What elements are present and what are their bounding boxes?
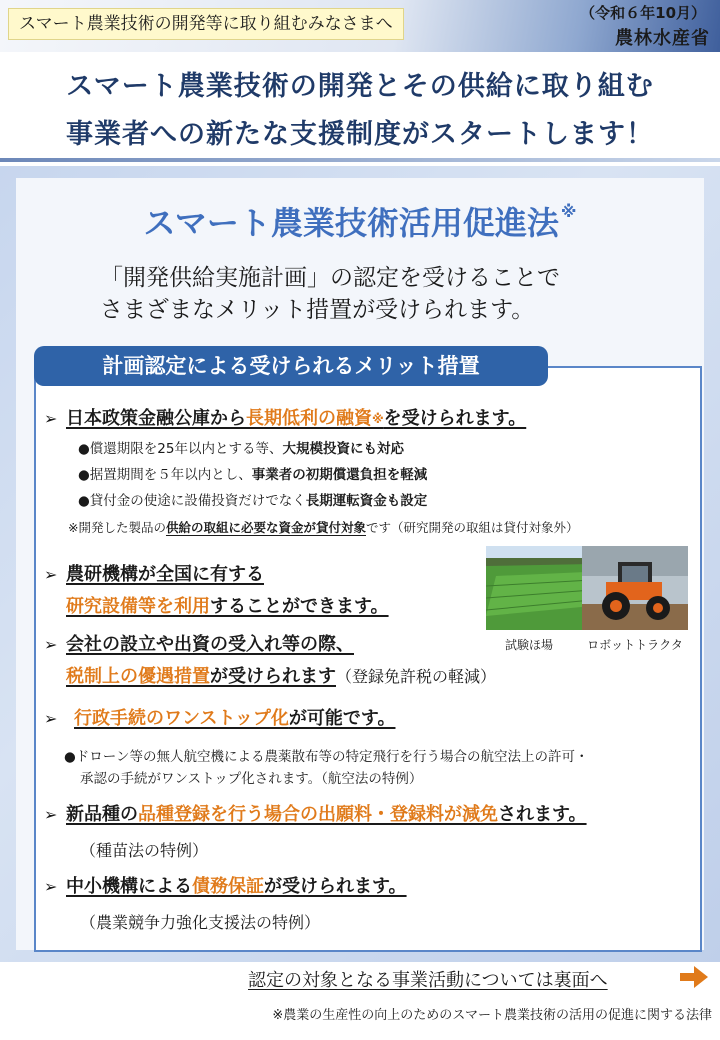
- variety-paren: （種苗法の特例）: [80, 841, 209, 860]
- law-footnote: ※農業の生産性の向上のためのスマート農業技術の活用の促進に関する法律: [272, 1008, 712, 1023]
- naro-line1: 農研機構が全国に有する: [66, 564, 264, 585]
- intro-text: [100, 262, 560, 326]
- ministry-name: 農林水産省: [615, 28, 710, 49]
- law-name: スマート農業技術活用促進法: [143, 204, 559, 242]
- intro-line2: さまざまなメリット措置が受けられます。: [100, 297, 535, 323]
- merit-item-variety: [44, 800, 587, 830]
- loan-bullet-3-bold: 長期運転資金も設定: [305, 493, 428, 509]
- arrow-bullet-icon: ➢: [44, 565, 58, 584]
- intro-line1: 「開発供給実施計画」の認定を受けることで: [100, 265, 560, 291]
- sme-paren: （農業競争力強化支援法の特例）: [80, 913, 321, 932]
- loan-bullet-2-bold: 事業者の初期償還負担を軽減: [251, 467, 428, 483]
- law-footnote-mark: ※: [560, 202, 577, 221]
- onestop-sub-line1: ●ドローン等の無人航空機による農薬散布等の特定飛行を行う場合の航空法上の許可・: [64, 749, 589, 765]
- loan-bullet-2-text: ●据置期間を５年以内とし、: [78, 467, 252, 483]
- naro-post: することができます。: [210, 596, 389, 617]
- hero-divider: [0, 158, 720, 162]
- loan-note: [68, 518, 579, 536]
- arrow-bullet-icon: ➢: [44, 877, 58, 896]
- field-photo-label: 試験ほ場: [504, 638, 553, 652]
- loan-note-pre: ※開発した製品の: [68, 520, 166, 535]
- tax-line2: [66, 666, 336, 687]
- arrow-right-icon[interactable]: [680, 966, 708, 988]
- merit-item-naro-line2: [66, 592, 389, 622]
- arrow-bullet-icon: ➢: [44, 635, 58, 654]
- law-title: [0, 198, 720, 244]
- hero-title-line1: スマート農業技術の開発とその供給に取り組む: [66, 71, 654, 102]
- back-page-link[interactable]: 認定の対象となる事業活動については裏面へ: [248, 970, 608, 991]
- loan-note-bold: 供給の取組に必要な資金が貸付対象: [165, 520, 366, 535]
- tax-line1: 会社の設立や出資の受入れ等の際、: [66, 634, 354, 655]
- sme-post: が受けられます。: [264, 876, 407, 897]
- tax-paren: （登録免許税の軽減）: [336, 667, 497, 686]
- loan-mark: ※: [372, 412, 384, 426]
- tax-highlight: 税制上の優遇措置: [66, 666, 210, 687]
- loan-bullet-3-text: ●貸付金の使途に設備投資だけでなく: [78, 493, 306, 509]
- loan-bullet-3: [78, 492, 427, 510]
- loan-pre: 日本政策金融公庫から: [66, 408, 246, 429]
- merit-item-onestop: [44, 704, 395, 734]
- variety-pre: 新品種の: [66, 804, 138, 825]
- loan-bullet-1: [78, 440, 404, 458]
- robot-tractor-label: ロボットトラクタ: [587, 638, 683, 652]
- variety-text: [66, 804, 587, 825]
- onestop-sub-line2: 承認の手続がワンストップ化されます。（航空法の特例）: [80, 771, 423, 787]
- naro-line2: [66, 596, 389, 617]
- loan-bullet-1-text: ●償還期限を25年以内とする等、: [78, 441, 283, 457]
- sme-text: [66, 876, 407, 897]
- field-photo: [486, 546, 592, 630]
- sme-highlight: 債務保証: [192, 876, 264, 897]
- audience-label: スマート農業技術の開発等に取り組むみなさまへ: [8, 8, 404, 40]
- merit-item-naro: [44, 560, 264, 590]
- hero-banner: [0, 52, 720, 164]
- merit-item-sme: [44, 872, 407, 902]
- arrow-bullet-icon: ➢: [44, 409, 58, 428]
- merit-heading: 計画認定による受けられるメリット措置: [34, 346, 548, 386]
- onestop-post: が可能です。: [288, 708, 396, 729]
- loan-bullet-1-bold: 大規模投資にも対応: [282, 441, 404, 457]
- merit-item-loan: [44, 404, 526, 434]
- loan-note-post: です（研究開発の取組は貸付対象外）: [366, 520, 579, 535]
- naro-highlight: 研究設備等を利用: [66, 596, 210, 617]
- loan-post: を受けられます。: [383, 408, 527, 429]
- merit-item-tax-line2: [66, 662, 496, 692]
- loan-text: [66, 408, 526, 429]
- onestop-highlight: 行政手続のワンストップ化: [74, 708, 289, 729]
- onestop-text: [74, 708, 395, 729]
- issue-date: （令和６年10月）: [580, 4, 706, 22]
- variety-post: されます。: [498, 804, 587, 825]
- loan-bullet-2: [78, 466, 427, 484]
- robot-tractor-photo: [582, 546, 688, 630]
- merit-item-tax: [44, 630, 354, 660]
- variety-highlight: 品種登録を行う場合の出願料・登録料が減免: [138, 804, 498, 825]
- arrow-bullet-icon: ➢: [44, 805, 58, 824]
- hero-title-line2: 事業者への新たな支援制度がスタートします！: [66, 119, 654, 150]
- loan-highlight: 長期低利の融資: [246, 408, 372, 429]
- sme-pre: 中小機構による: [66, 876, 192, 897]
- tax-post: が受けられます: [210, 666, 336, 687]
- arrow-bullet-icon: ➢: [44, 709, 58, 728]
